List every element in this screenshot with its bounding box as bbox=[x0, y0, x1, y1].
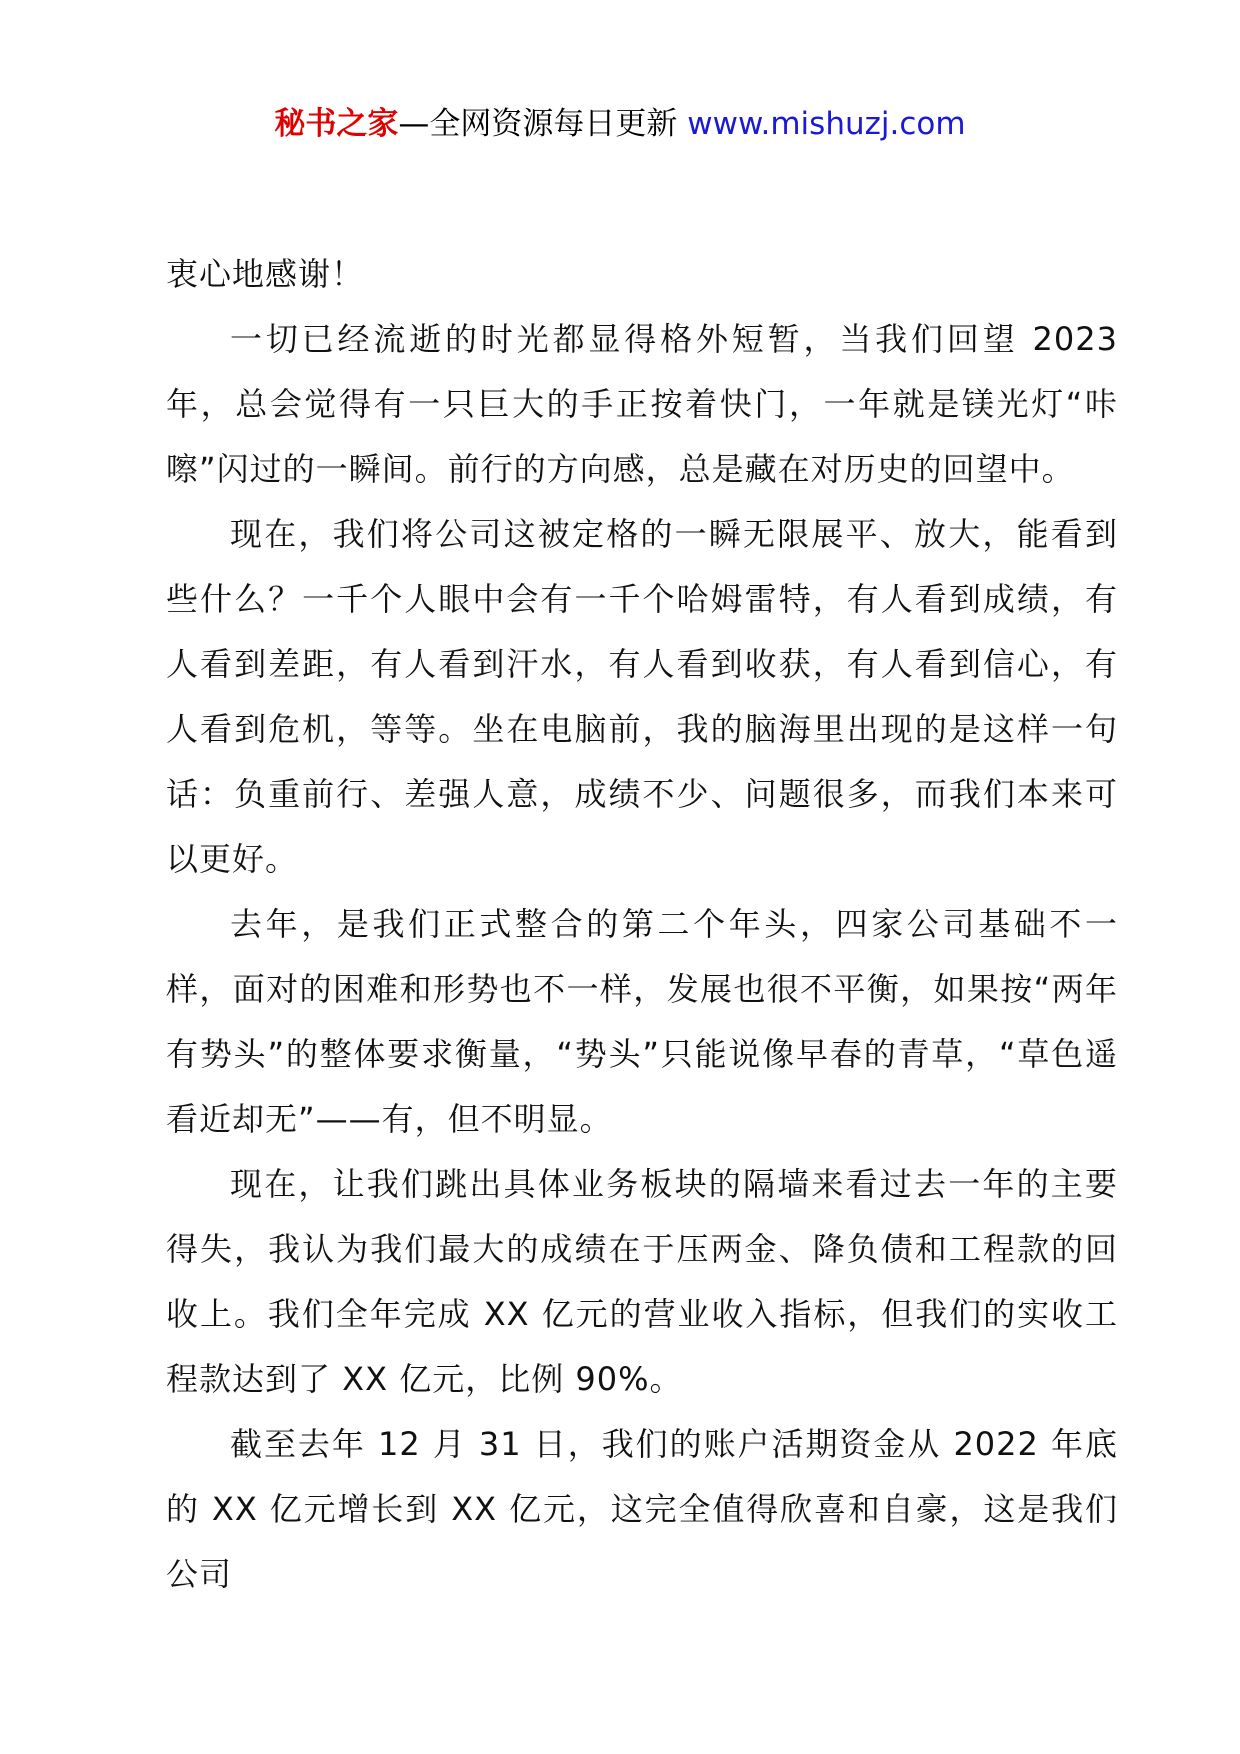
paragraph-3: 现在，我们将公司这被定格的一瞬无限展平、放大，能看到些什么？一千个人眼中会有一千个哈姆雷特，有人看到成绩，有人看到差距，有人看到汗水，有人看到收获，有人看到信心，有人看到危机，等等。坐在电脑前，我的脑海里出现的是这样一句话：负重前行、差强人意，成绩不少、问题很多，而我们本来可以更好。 bbox=[166, 515, 1118, 878]
document-body bbox=[166, 242, 1118, 1607]
header-slogan: —全网资源每日更新 bbox=[398, 106, 688, 142]
paragraph-1: 衷心地感谢！ bbox=[166, 255, 365, 293]
brand-name: 秘书之家 bbox=[274, 106, 399, 142]
paragraph-2: 一切已经流逝的时光都显得格外短暂，当我们回望 2023 年，总会觉得有一只巨大的手正按着快门，一年就是镁光灯“咔嚓”闪过的一瞬间。前行的方向感，总是藏在对历史的回望中。 bbox=[166, 320, 1118, 488]
paragraph-6: 截至去年 12 月 31 日，我们的账户活期资金从 2022 年底的 XX 亿元增长到 XX 亿元，这完全值得欣喜和自豪，这是我们公司 bbox=[166, 1425, 1118, 1593]
site-url[interactable]: www.mishuzj.com bbox=[687, 106, 966, 142]
paragraph-4: 去年，是我们正式整合的第二个年头，四家公司基础不一样，面对的困难和形势也不一样，发展也很不平衡，如果按“两年有势头”的整体要求衡量，“势头”只能说像早春的青草，“草色遥看近却无”——有，但不明显。 bbox=[166, 905, 1118, 1138]
site-header bbox=[0, 102, 1240, 146]
paragraph-5: 现在，让我们跳出具体业务板块的隔墙来看过去一年的主要得失，我认为我们最大的成绩在于压两金、降负债和工程款的回收上。我们全年完成 XX 亿元的营业收入指标，但我们的实收工程款达到了 XX 亿元，比例 90%。 bbox=[166, 1165, 1118, 1398]
